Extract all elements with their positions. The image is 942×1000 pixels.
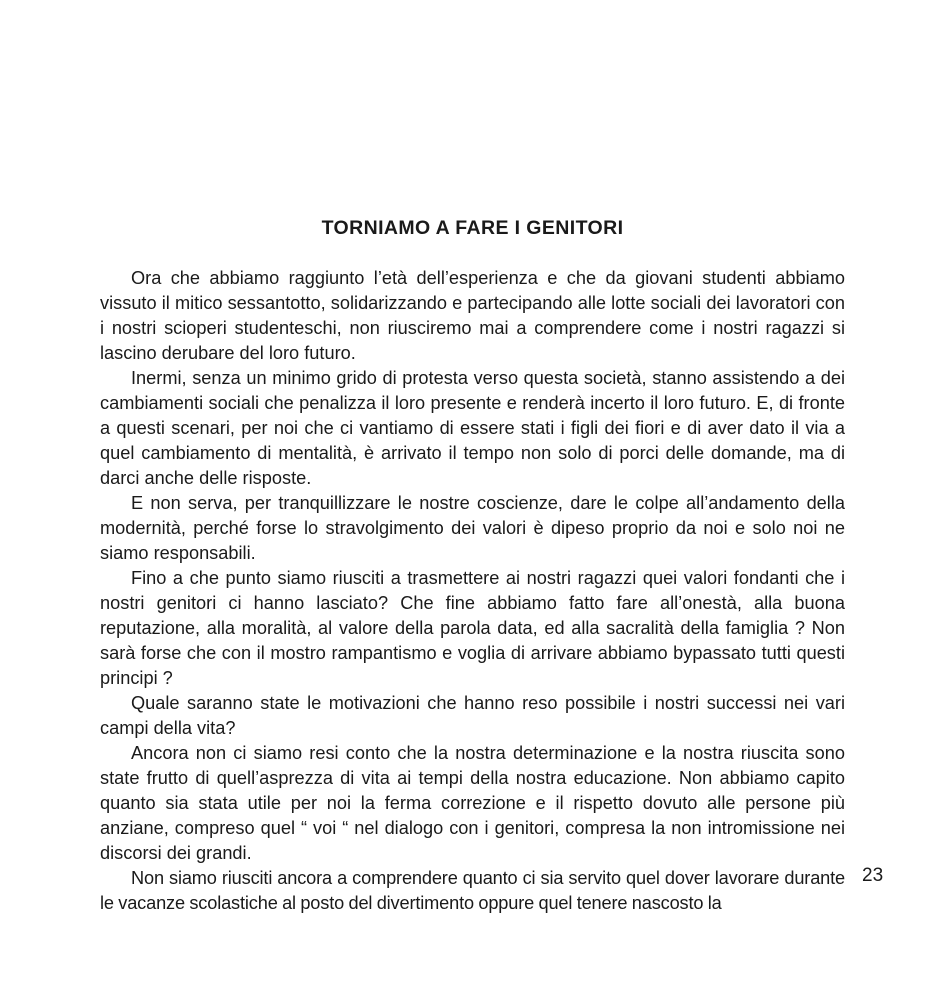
body-paragraph-7: Non siamo riusciti ancora a comprendere quanto ci sia servito quel dover lavorare durante le vacanze scolastiche al posto del divertimento oppure quel tenere nascosto la xyxy=(100,868,845,914)
body-paragraph-2: Inermi, senza un minimo grido di protesta verso questa società, stanno assistendo a dei cambiamenti sociali che penalizza il loro presente e renderà incerto il loro futuro. E, di fronte a questi scenari, per noi che ci vantiamo di essere stati i figli dei fiori e di aver dato il via a quel cambiamento di mentalità, è arrivato il tempo non solo di porci delle domande, ma di darci anche delle risposte. xyxy=(100,368,845,489)
page-text-block xyxy=(100,216,845,916)
body-paragraph-4: Fino a che punto siamo riusciti a trasmettere ai nostri ragazzi quei valori fondanti che i nostri genitori ci hanno lasciato? Che fine abbiamo fatto fare all’onestà, alla buona reputazione, alla moralità, al valore della parola data, ed alla sacralità della famiglia ? Non sarà forse che con il mostro rampantismo e voglia di arrivare abbiamo bypassato tutti questi principi ? xyxy=(100,568,845,689)
body-paragraph-3: E non serva, per tranquillizzare le nostre coscienze, dare le colpe all’andamento della modernità, perché forse lo stravolgimento dei valori è dipeso proprio da noi e solo noi ne siamo responsabili. xyxy=(100,493,845,564)
body-paragraph-6: Ancora non ci siamo resi conto che la nostra determinazione e la nostra riuscita sono state frutto di quell’asprezza di vita ai tempi della nostra educazione. Non abbiamo capito quanto sia stata utile per noi la ferma correzione e il rispetto dovuto alle persone più anziane, compreso quel “ voi “ nel dialogo con i genitori, compresa la non intromissione nei discorsi dei grandi. xyxy=(100,743,845,864)
chapter-title: TORNIAMO A FARE I GENITORI xyxy=(321,217,624,239)
body-paragraph-5: Quale saranno state le motivazioni che hanno reso possibile i nostri successi nei vari campi della vita? xyxy=(100,693,845,739)
body-paragraph-1: Ora che abbiamo raggiunto l’età dell’esperienza e che da giovani studenti abbiamo vissuto il mitico sessantotto, solidarizzando e partecipando alle lotte sociali dei lavoratori con i nostri scioperi studenteschi, non riusciremo mai a comprendere come i nostri ragazzi si lascino derubare del loro futuro. xyxy=(100,268,845,364)
page-number: 23 xyxy=(862,865,884,886)
